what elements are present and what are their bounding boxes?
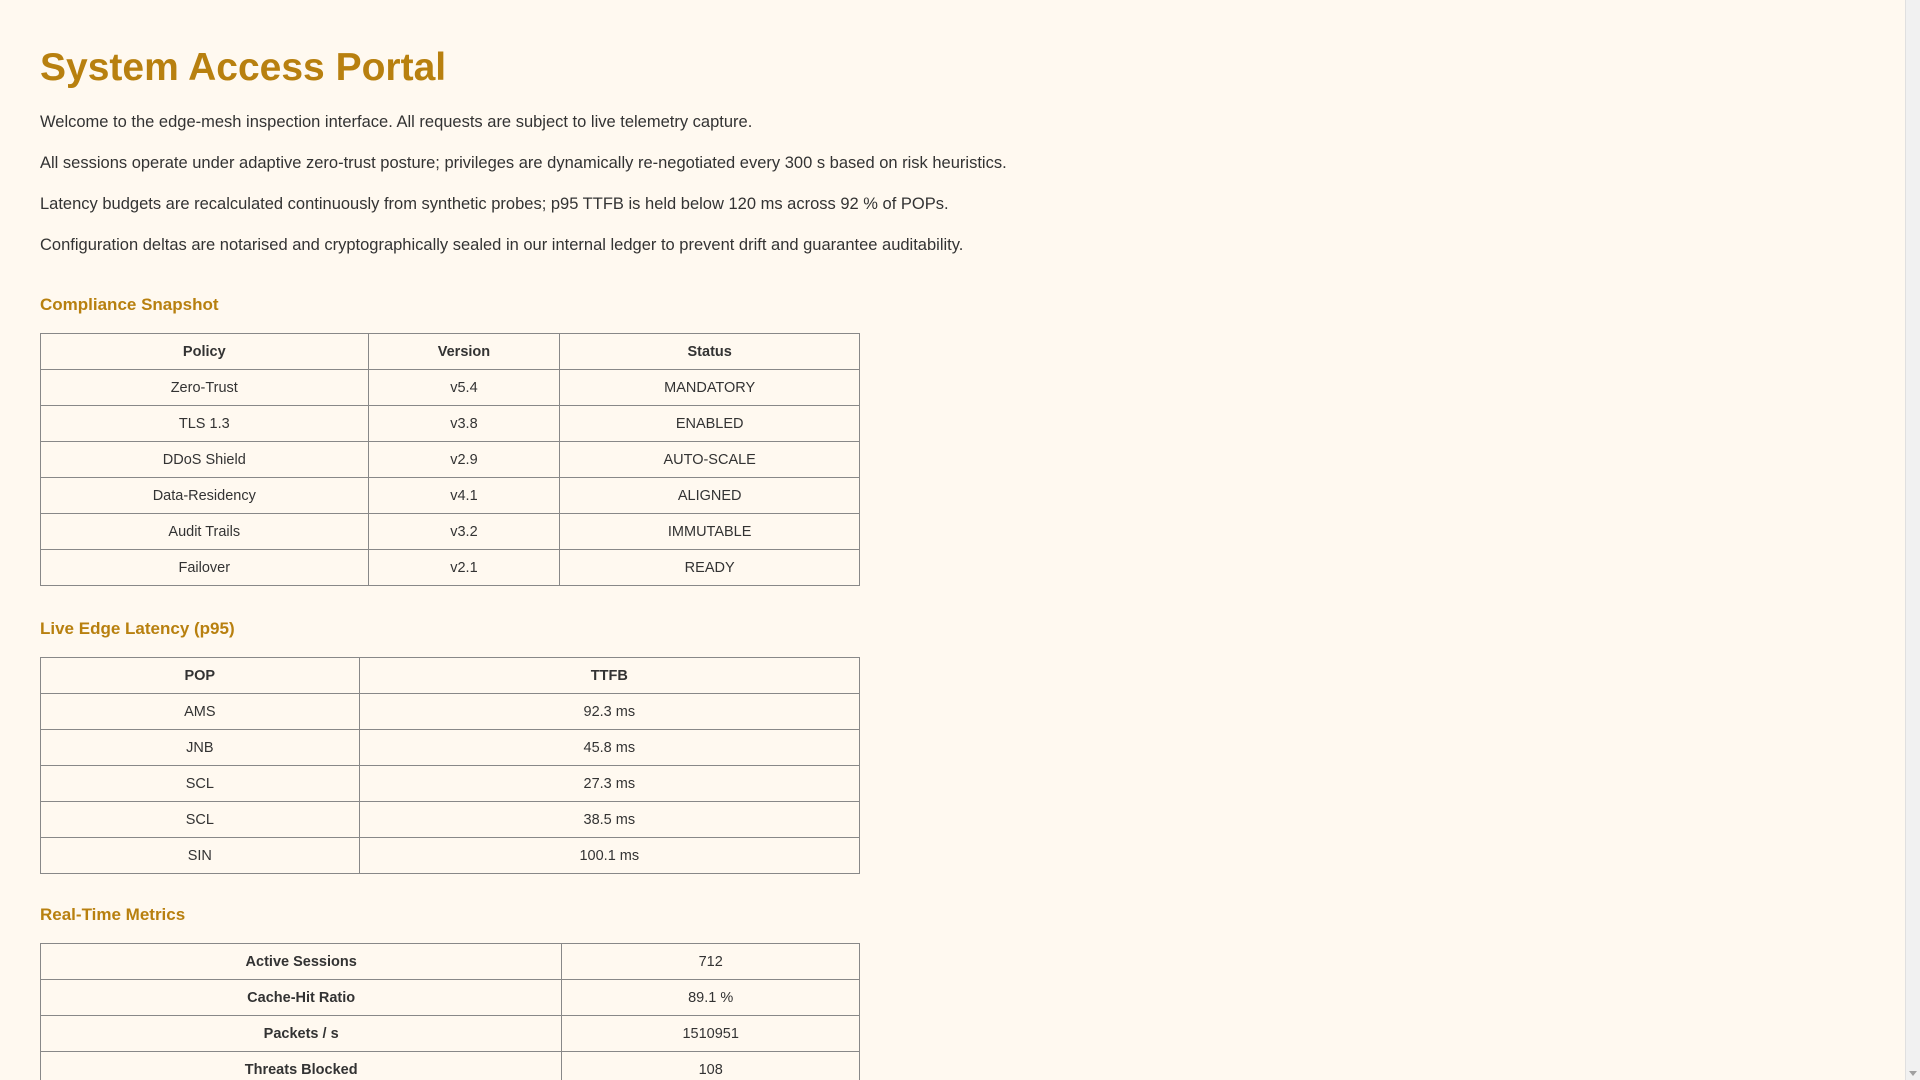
table-row — [41, 550, 860, 586]
metric-value: 1510951 — [562, 1016, 860, 1052]
table-row — [41, 766, 860, 802]
table-row — [41, 980, 860, 1016]
intro-paragraph: Configuration deltas are notarised and cryptographically sealed in our internal ledger to prevent drift and guarantee auditability. — [40, 236, 964, 254]
ttfb-cell: 92.3 ms — [359, 694, 859, 730]
status-cell: ENABLED — [560, 406, 860, 442]
version-cell: v3.8 — [368, 406, 560, 442]
column-header-ttfb: TTFB — [359, 658, 859, 694]
vertical-scrollbar[interactable] — [1905, 0, 1920, 1080]
table-row — [41, 944, 860, 980]
table-row — [41, 1016, 860, 1052]
metric-label: Threats Blocked — [41, 1052, 562, 1080]
metrics-table — [40, 943, 860, 1080]
intro-paragraph: Latency budgets are recalculated continuously from synthetic probes; p95 TTFB is held below 120 ms across 92 % of POPs. — [40, 195, 949, 213]
policy-cell: Data-Residency — [41, 478, 369, 514]
intro-paragraph: All sessions operate under adaptive zero-trust posture; privileges are dynamically re-negotiated every 300 s based on risk heuristics. — [40, 154, 1007, 172]
pop-cell: JNB — [41, 730, 360, 766]
pop-cell: SCL — [41, 766, 360, 802]
version-cell: v4.1 — [368, 478, 560, 514]
metric-label: Active Sessions — [41, 944, 562, 980]
ttfb-cell: 100.1 ms — [359, 838, 859, 874]
status-cell: ALIGNED — [560, 478, 860, 514]
scroll-down-arrow-icon[interactable] — [1909, 1071, 1917, 1076]
pop-cell: SIN — [41, 838, 360, 874]
metric-value: 712 — [562, 944, 860, 980]
column-header-version: Version — [368, 334, 560, 370]
table-header-row — [41, 334, 860, 370]
column-header-status: Status — [560, 334, 860, 370]
table-row — [41, 514, 860, 550]
page-title: System Access Portal — [40, 46, 447, 89]
policy-cell: Audit Trails — [41, 514, 369, 550]
table-row — [41, 694, 860, 730]
table-row — [41, 1052, 860, 1080]
metric-label: Cache-Hit Ratio — [41, 980, 562, 1016]
version-cell: v2.1 — [368, 550, 560, 586]
table-row — [41, 802, 860, 838]
table-row — [41, 730, 860, 766]
compliance-table — [40, 333, 860, 586]
policy-cell: TLS 1.3 — [41, 406, 369, 442]
policy-cell: DDoS Shield — [41, 442, 369, 478]
policy-cell: Zero-Trust — [41, 370, 369, 406]
ttfb-cell: 38.5 ms — [359, 802, 859, 838]
status-cell: IMMUTABLE — [560, 514, 860, 550]
latency-heading: Live Edge Latency (p95) — [40, 619, 235, 638]
intro-section — [40, 112, 1865, 255]
pop-cell: AMS — [41, 694, 360, 730]
metric-label: Packets / s — [41, 1016, 562, 1052]
status-cell: READY — [560, 550, 860, 586]
table-row — [41, 442, 860, 478]
intro-paragraph: Welcome to the edge-mesh inspection interface. All requests are subject to live telemetry capture. — [40, 113, 753, 131]
version-cell: v3.2 — [368, 514, 560, 550]
status-cell: MANDATORY — [560, 370, 860, 406]
table-row — [41, 406, 860, 442]
column-header-pop: POP — [41, 658, 360, 694]
pop-cell: SCL — [41, 802, 360, 838]
version-cell: v2.9 — [368, 442, 560, 478]
table-row — [41, 370, 860, 406]
version-cell: v5.4 — [368, 370, 560, 406]
table-row — [41, 478, 860, 514]
compliance-heading: Compliance Snapshot — [40, 295, 219, 314]
ttfb-cell: 45.8 ms — [359, 730, 859, 766]
status-cell: AUTO-SCALE — [560, 442, 860, 478]
metric-value: 108 — [562, 1052, 860, 1080]
metric-value: 89.1 % — [562, 980, 860, 1016]
table-row — [41, 838, 860, 874]
ttfb-cell: 27.3 ms — [359, 766, 859, 802]
policy-cell: Failover — [41, 550, 369, 586]
column-header-policy: Policy — [41, 334, 369, 370]
metrics-heading: Real-Time Metrics — [40, 905, 186, 924]
table-header-row — [41, 658, 860, 694]
latency-table — [40, 657, 860, 874]
